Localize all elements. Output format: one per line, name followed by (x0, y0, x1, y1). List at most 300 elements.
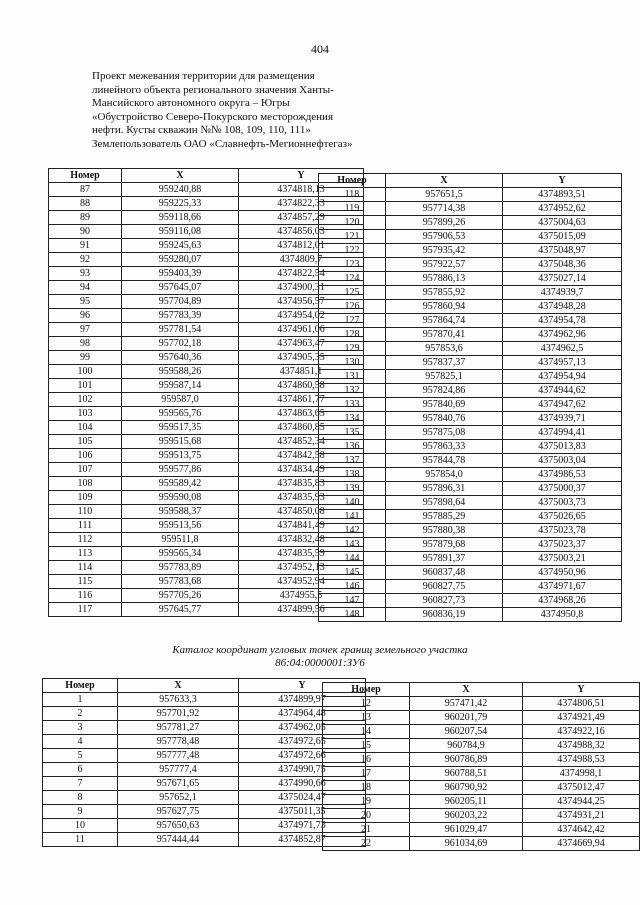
table-row (319, 230, 622, 244)
table-cell: 4374851,1 (239, 365, 364, 379)
table-cell: 4374857,29 (239, 211, 364, 225)
column-header: X (122, 169, 239, 183)
table-cell: 957853,6 (386, 342, 503, 356)
table-cell: 960784,9 (410, 739, 523, 753)
table-cell: 120 (319, 216, 386, 230)
table-cell: 136 (319, 440, 386, 454)
table-cell: 4374963,47 (239, 337, 364, 351)
table-cell: 960836,19 (386, 608, 503, 622)
table-row (319, 580, 622, 594)
table-cell: 4374986,53 (503, 468, 622, 482)
table-cell: 957935,42 (386, 244, 503, 258)
table-cell: 957777,48 (118, 749, 239, 763)
table-cell: 4375048,36 (503, 258, 622, 272)
table-cell: 4374834,49 (239, 463, 364, 477)
table-cell: 4374861,77 (239, 393, 364, 407)
table-cell: 126 (319, 300, 386, 314)
table-cell: 4374850,08 (239, 505, 364, 519)
table-header-row (43, 679, 366, 693)
table-row (319, 258, 622, 272)
table-cell: 18 (323, 781, 410, 795)
table-cell: 960827,75 (386, 580, 503, 594)
table-cell: 4375003,73 (503, 496, 622, 510)
table-row (319, 482, 622, 496)
table-cell: 4374955,5 (239, 589, 364, 603)
table-cell: 957777,4 (118, 763, 239, 777)
table-cell: 4374835,83 (239, 477, 364, 491)
header-line: Землепользователь ОАО «Славнефть-Мегионнефтегаз» (92, 137, 353, 150)
table-cell: 4374939,71 (503, 412, 622, 426)
table-row (49, 253, 364, 267)
table-cell: 138 (319, 468, 386, 482)
table-row (319, 538, 622, 552)
table-row (323, 753, 640, 767)
table-cell: 957645,77 (122, 603, 239, 617)
table-cell: 957860,94 (386, 300, 503, 314)
table-cell: 957870,41 (386, 328, 503, 342)
table-row (49, 449, 364, 463)
table-cell: 959588,26 (122, 365, 239, 379)
table-row (319, 426, 622, 440)
column-header: Y (503, 174, 622, 188)
table-cell: 4374952,62 (503, 202, 622, 216)
table-cell: 957855,92 (386, 286, 503, 300)
table-cell: 960827,73 (386, 594, 503, 608)
table-cell: 5 (43, 749, 118, 763)
table-cell: 957863,33 (386, 440, 503, 454)
table-cell: 133 (319, 398, 386, 412)
table-cell: 960788,51 (410, 767, 523, 781)
table-cell: 97 (49, 323, 122, 337)
table-cell: 4374944,62 (503, 384, 622, 398)
table-cell: 12 (323, 697, 410, 711)
table-cell: 957778,48 (118, 735, 239, 749)
table-cell: 89 (49, 211, 122, 225)
table-cell: 957652,1 (118, 791, 239, 805)
table-row (49, 491, 364, 505)
table-cell: 4374818,13 (239, 183, 364, 197)
table-cell: 4374842,58 (239, 449, 364, 463)
table-cell: 4374893,51 (503, 188, 622, 202)
table-cell: 10 (43, 819, 118, 833)
table-row (319, 300, 622, 314)
table-cell: 957879,68 (386, 538, 503, 552)
table-cell: 19 (323, 795, 410, 809)
table-cell: 115 (49, 575, 122, 589)
table-cell: 9 (43, 805, 118, 819)
table-cell: 88 (49, 197, 122, 211)
table-cell: 959590,08 (122, 491, 239, 505)
table-cell: 116 (49, 589, 122, 603)
table-cell: 4375013,83 (503, 440, 622, 454)
table-cell: 21 (323, 823, 410, 837)
table-cell: 957651,5 (386, 188, 503, 202)
table-cell: 957701,92 (118, 707, 239, 721)
table-cell: 4374961,06 (239, 323, 364, 337)
table-cell: 4374988,32 (523, 739, 640, 753)
table-cell: 4374860,85 (239, 421, 364, 435)
table-cell: 4374905,35 (239, 351, 364, 365)
table-cell: 959511,8 (122, 533, 239, 547)
table-row (49, 295, 364, 309)
table-row (319, 510, 622, 524)
table-cell: 108 (49, 477, 122, 491)
table-cell: 92 (49, 253, 122, 267)
table-row (49, 547, 364, 561)
table-cell: 4374806,51 (523, 697, 640, 711)
table-cell: 4374809,7 (239, 253, 364, 267)
table-cell: 957896,31 (386, 482, 503, 496)
table-row (49, 267, 364, 281)
table-cell: 959515,68 (122, 435, 239, 449)
table-row (49, 421, 364, 435)
table-cell: 113 (49, 547, 122, 561)
caption-line-1: Каталог координат угловых точек границ земельного участка (172, 644, 468, 656)
table-cell: 960786,89 (410, 753, 523, 767)
table-cell: 959280,07 (122, 253, 239, 267)
table-row (323, 739, 640, 753)
table-row (49, 365, 364, 379)
table-row (49, 351, 364, 365)
table-row (319, 202, 622, 216)
table-cell: 104 (49, 421, 122, 435)
caption-line-2: 86:04:0000001:ЗУ6 (275, 657, 365, 669)
table-cell: 957650,63 (118, 819, 239, 833)
table-cell: 4374822,54 (239, 267, 364, 281)
table-cell: 117 (49, 603, 122, 617)
table-row (319, 594, 622, 608)
table-cell: 4374962,05 (239, 721, 366, 735)
table-cell: 4374669,94 (523, 837, 640, 851)
table-cell: 960207,54 (410, 725, 523, 739)
table-cell: 99 (49, 351, 122, 365)
table-row (43, 805, 366, 819)
table-row (323, 781, 640, 795)
coordinates-table-3 (42, 678, 366, 847)
table-row (49, 575, 364, 589)
table-cell: 961029,47 (410, 823, 523, 837)
table-cell: 103 (49, 407, 122, 421)
table-cell: 3 (43, 721, 118, 735)
table-cell: 4374954,94 (503, 370, 622, 384)
table-cell: 22 (323, 837, 410, 851)
table-row (43, 791, 366, 805)
table-cell: 119 (319, 202, 386, 216)
table-cell: 112 (49, 533, 122, 547)
table-cell: 109 (49, 491, 122, 505)
table-cell: 4374990,75 (239, 763, 366, 777)
table-cell: 957781,54 (122, 323, 239, 337)
table-cell: 100 (49, 365, 122, 379)
table-cell: 14 (323, 725, 410, 739)
table-cell: 4375023,37 (503, 538, 622, 552)
table-cell: 957783,39 (122, 309, 239, 323)
table-row (43, 693, 366, 707)
table-cell: 4375027,14 (503, 272, 622, 286)
table-cell: 106 (49, 449, 122, 463)
table-cell: 4375048,97 (503, 244, 622, 258)
table-row (49, 211, 364, 225)
table-row (323, 823, 640, 837)
table-row (49, 477, 364, 491)
table-cell: 128 (319, 328, 386, 342)
table-cell: 957671,65 (118, 777, 239, 791)
table-row (49, 533, 364, 547)
table-cell: 4375024,47 (239, 791, 366, 805)
table-cell: 957898,64 (386, 496, 503, 510)
table-cell: 4374962,5 (503, 342, 622, 356)
table-row (319, 608, 622, 622)
table-cell: 142 (319, 524, 386, 538)
table-cell: 4375012,47 (523, 781, 640, 795)
table-cell: 4375003,21 (503, 552, 622, 566)
table-cell: 959588,37 (122, 505, 239, 519)
table-cell: 959403,39 (122, 267, 239, 281)
table-row (319, 496, 622, 510)
table-cell: 4374852,87 (239, 833, 366, 847)
header-line: «Обустройство Северо-Покурского месторождения (92, 110, 334, 123)
table-header-row (49, 169, 364, 183)
table-cell: 87 (49, 183, 122, 197)
table-cell: 957885,29 (386, 510, 503, 524)
table-cell: 4374832,48 (239, 533, 364, 547)
table-cell: 4374899,56 (239, 603, 364, 617)
table-cell: 4375026,65 (503, 510, 622, 524)
table-cell: 4374900,31 (239, 281, 364, 295)
table-cell: 957640,36 (122, 351, 239, 365)
table-cell: 130 (319, 356, 386, 370)
table-cell: 957471,42 (410, 697, 523, 711)
table-cell: 957633,3 (118, 693, 239, 707)
table-cell: 959116,08 (122, 225, 239, 239)
coordinates-table-2 (318, 173, 622, 622)
table-cell: 4375003,04 (503, 454, 622, 468)
table-row (319, 356, 622, 370)
table-row (319, 468, 622, 482)
table-cell: 957781,27 (118, 721, 239, 735)
table-cell: 4375015,09 (503, 230, 622, 244)
table-cell: 4374950,96 (503, 566, 622, 580)
table-cell: 146 (319, 580, 386, 594)
table-row (43, 735, 366, 749)
table-cell: 957886,13 (386, 272, 503, 286)
table-cell: 4374964,48 (239, 707, 366, 721)
table-cell: 4374957,13 (503, 356, 622, 370)
table-cell: 4374939,7 (503, 286, 622, 300)
table-cell: 957444,44 (118, 833, 239, 847)
table-cell: 959587,0 (122, 393, 239, 407)
table-cell: 4374856,03 (239, 225, 364, 239)
catalog-caption (0, 644, 640, 670)
table-row (319, 398, 622, 412)
table-row (323, 711, 640, 725)
table-cell: 94 (49, 281, 122, 295)
table-cell: 2 (43, 707, 118, 721)
table-cell: 4 (43, 735, 118, 749)
table-cell: 6 (43, 763, 118, 777)
table-cell: 11 (43, 833, 118, 847)
table-cell: 957837,37 (386, 356, 503, 370)
table-cell: 4375000,37 (503, 482, 622, 496)
table-cell: 4374952,13 (239, 561, 364, 575)
table-cell: 4374835,93 (239, 491, 364, 505)
table-row (323, 767, 640, 781)
header-line: Проект межевания территории для размещения (92, 70, 315, 82)
table-row (319, 552, 622, 566)
table-cell: 4374922,16 (523, 725, 640, 739)
table-cell: 123 (319, 258, 386, 272)
column-header: X (410, 683, 523, 697)
table-cell: 957714,38 (386, 202, 503, 216)
table-cell: 132 (319, 384, 386, 398)
table-cell: 144 (319, 552, 386, 566)
table-cell: 957702,18 (122, 337, 239, 351)
table-row (323, 697, 640, 711)
table-cell: 4374971,73 (239, 819, 366, 833)
column-header: Y (239, 169, 364, 183)
column-header: X (386, 174, 503, 188)
table-cell: 139 (319, 482, 386, 496)
table-cell: 121 (319, 230, 386, 244)
table-row (319, 454, 622, 468)
table-cell: 4374841,49 (239, 519, 364, 533)
column-header: Y (523, 683, 640, 697)
page-number: 404 (311, 42, 329, 56)
table-cell: 4374988,53 (523, 753, 640, 767)
table-cell: 131 (319, 370, 386, 384)
table-cell: 127 (319, 314, 386, 328)
table-row (43, 777, 366, 791)
table-cell: 4374950,8 (503, 608, 622, 622)
table-cell: 95 (49, 295, 122, 309)
table-cell: 110 (49, 505, 122, 519)
table-row (43, 707, 366, 721)
table-cell: 20 (323, 809, 410, 823)
table-row (49, 281, 364, 295)
table-cell: 124 (319, 272, 386, 286)
table-cell: 4375004,63 (503, 216, 622, 230)
table-cell: 4375011,35 (239, 805, 366, 819)
table-cell: 957627,75 (118, 805, 239, 819)
table-cell: 959513,56 (122, 519, 239, 533)
table-cell: 107 (49, 463, 122, 477)
table-cell: 4374642,42 (523, 823, 640, 837)
table-row (49, 309, 364, 323)
table-cell: 4374962,96 (503, 328, 622, 342)
table-cell: 13 (323, 711, 410, 725)
table-cell: 957783,89 (122, 561, 239, 575)
table-cell: 4374899,97 (239, 693, 366, 707)
table-cell: 957840,69 (386, 398, 503, 412)
table-cell: 4374994,41 (503, 426, 622, 440)
table-cell: 4374947,62 (503, 398, 622, 412)
table-cell: 959118,66 (122, 211, 239, 225)
column-header: Номер (43, 679, 118, 693)
table-cell: 16 (323, 753, 410, 767)
table-cell: 957840,76 (386, 412, 503, 426)
table-cell: 4374990,66 (239, 777, 366, 791)
table-cell: 101 (49, 379, 122, 393)
table-header-row (323, 683, 640, 697)
table-cell: 959517,35 (122, 421, 239, 435)
table-row (319, 566, 622, 580)
table-row (49, 337, 364, 351)
table-row (49, 603, 364, 617)
column-header: Номер (319, 174, 386, 188)
table-cell: 122 (319, 244, 386, 258)
table-row (319, 524, 622, 538)
table-cell: 957864,74 (386, 314, 503, 328)
table-cell: 4374852,34 (239, 435, 364, 449)
table-cell: 143 (319, 538, 386, 552)
document-header (92, 70, 392, 151)
table-cell: 959565,76 (122, 407, 239, 421)
table-cell: 4374956,57 (239, 295, 364, 309)
table-row (323, 725, 640, 739)
table-cell: 125 (319, 286, 386, 300)
table-cell: 96 (49, 309, 122, 323)
table-row (319, 216, 622, 230)
table-cell: 959589,42 (122, 477, 239, 491)
table-cell: 4374944,25 (523, 795, 640, 809)
table-row (323, 809, 640, 823)
table-cell: 7 (43, 777, 118, 791)
table-row (49, 435, 364, 449)
table-cell: 4374931,21 (523, 809, 640, 823)
table-cell: 1 (43, 693, 118, 707)
table-row (319, 272, 622, 286)
table-row (49, 379, 364, 393)
table-cell: 4374998,1 (523, 767, 640, 781)
table-row (319, 440, 622, 454)
table-cell: 957891,37 (386, 552, 503, 566)
table-row (49, 183, 364, 197)
table-row (49, 589, 364, 603)
table-cell: 959240,88 (122, 183, 239, 197)
table-cell: 4375023,78 (503, 524, 622, 538)
table-cell: 957844,78 (386, 454, 503, 468)
table-cell: 135 (319, 426, 386, 440)
table-cell: 137 (319, 454, 386, 468)
table-cell: 4374860,58 (239, 379, 364, 393)
table-row (49, 239, 364, 253)
table-header-row (319, 174, 622, 188)
table-cell: 148 (319, 608, 386, 622)
table-cell: 145 (319, 566, 386, 580)
table-cell: 4374971,67 (503, 580, 622, 594)
table-cell: 959587,14 (122, 379, 239, 393)
table-cell: 4374954,78 (503, 314, 622, 328)
table-row (43, 749, 366, 763)
table-cell: 957825,1 (386, 370, 503, 384)
table-row (43, 721, 366, 735)
table-row (49, 197, 364, 211)
table-cell: 15 (323, 739, 410, 753)
table-cell: 957704,89 (122, 295, 239, 309)
table-row (319, 384, 622, 398)
table-cell: 960203,22 (410, 809, 523, 823)
table-row (319, 412, 622, 426)
table-cell: 957824,86 (386, 384, 503, 398)
table-cell: 4374952,94 (239, 575, 364, 589)
table-cell: 957783,68 (122, 575, 239, 589)
table-cell: 91 (49, 239, 122, 253)
table-cell: 957922,57 (386, 258, 503, 272)
table-row (49, 225, 364, 239)
table-cell: 111 (49, 519, 122, 533)
table-cell: 140 (319, 496, 386, 510)
table-cell: 105 (49, 435, 122, 449)
